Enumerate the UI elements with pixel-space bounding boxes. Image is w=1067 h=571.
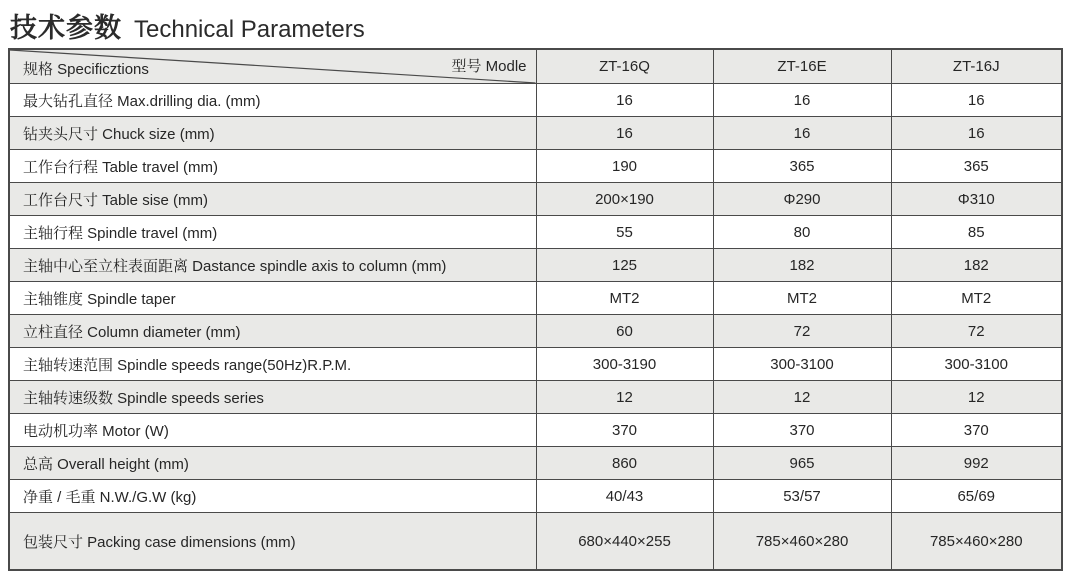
row-value: 365 [713, 150, 891, 183]
model-column-header-zt16q: ZT-16Q [536, 49, 713, 84]
row-value: 300-3190 [536, 348, 713, 381]
page-title-english: Technical Parameters [134, 16, 365, 43]
row-value: Φ290 [713, 183, 891, 216]
row-value: 785×460×280 [713, 513, 891, 571]
row-value: 53/57 [713, 480, 891, 513]
row-value: MT2 [713, 282, 891, 315]
row-label: 主轴中心至立柱表面距离 Dastance spindle axis to column (mm) [9, 249, 536, 282]
row-label: 工作台行程 Table travel (mm) [9, 150, 536, 183]
table-row-max-drilling-dia [9, 84, 1062, 117]
row-label: 最大钻孔直径 Max.drilling dia. (mm) [9, 84, 536, 117]
row-label: 立柱直径 Column diameter (mm) [9, 315, 536, 348]
row-value: 16 [713, 117, 891, 150]
row-value: 16 [891, 117, 1062, 150]
table-header-row [9, 49, 1062, 84]
table-row-chuck-size [9, 117, 1062, 150]
row-value: MT2 [891, 282, 1062, 315]
row-value: 125 [536, 249, 713, 282]
row-value: Φ310 [891, 183, 1062, 216]
row-label: 净重 / 毛重 N.W./G.W (kg) [9, 480, 536, 513]
row-label: 主轴转速级数 Spindle speeds series [9, 381, 536, 414]
row-value: 300-3100 [891, 348, 1062, 381]
row-label: 总高 Overall height (mm) [9, 447, 536, 480]
row-value: 200×190 [536, 183, 713, 216]
row-value: 992 [891, 447, 1062, 480]
table-row-spindle-speeds-series [9, 381, 1062, 414]
row-value: 365 [891, 150, 1062, 183]
row-label: 包装尺寸 Packing case dimensions (mm) [9, 513, 536, 571]
row-value: 60 [536, 315, 713, 348]
row-value: 16 [891, 84, 1062, 117]
row-value: 65/69 [891, 480, 1062, 513]
row-value: 16 [536, 84, 713, 117]
row-value: 965 [713, 447, 891, 480]
row-value: 182 [713, 249, 891, 282]
table-row-distance-spindle-to-column [9, 249, 1062, 282]
table-row-column-diameter [9, 315, 1062, 348]
row-value: 16 [713, 84, 891, 117]
row-value: 40/43 [536, 480, 713, 513]
row-value: 300-3100 [713, 348, 891, 381]
table-row-spindle-speeds-range [9, 348, 1062, 381]
row-value: 680×440×255 [536, 513, 713, 571]
table-row-table-travel [9, 150, 1062, 183]
row-value: 85 [891, 216, 1062, 249]
page-title [10, 6, 365, 45]
row-value: 72 [713, 315, 891, 348]
table-row-overall-height [9, 447, 1062, 480]
row-value: 16 [536, 117, 713, 150]
row-label: 主轴锥度 Spindle taper [9, 282, 536, 315]
model-column-header-zt16j: ZT-16J [891, 49, 1062, 84]
row-label: 主轴行程 Spindle travel (mm) [9, 216, 536, 249]
row-value: 190 [536, 150, 713, 183]
spec-model-header-cell [9, 49, 536, 84]
row-label: 钻夹头尺寸 Chuck size (mm) [9, 117, 536, 150]
row-value: 785×460×280 [891, 513, 1062, 571]
row-value: 12 [891, 381, 1062, 414]
row-value: 80 [713, 216, 891, 249]
table-row-spindle-travel [9, 216, 1062, 249]
row-value: 12 [713, 381, 891, 414]
table-row-net-gross-weight [9, 480, 1062, 513]
table-row-motor-power [9, 414, 1062, 447]
page-title-chinese: 技术参数 [10, 13, 122, 43]
table-row-spindle-taper [9, 282, 1062, 315]
row-value: 72 [891, 315, 1062, 348]
model-column-header-zt16e: ZT-16E [713, 49, 891, 84]
row-value: 182 [891, 249, 1062, 282]
technical-parameters-table [8, 48, 1063, 571]
row-value: 55 [536, 216, 713, 249]
row-value: 370 [713, 414, 891, 447]
table-row-packing-dimensions [9, 513, 1062, 571]
table-row-table-size [9, 183, 1062, 216]
row-label: 主轴转速范围 Spindle speeds range(50Hz)R.P.M. [9, 348, 536, 381]
row-value: 12 [536, 381, 713, 414]
row-value: MT2 [536, 282, 713, 315]
row-label: 工作台尺寸 Table sise (mm) [9, 183, 536, 216]
row-value: 370 [536, 414, 713, 447]
model-header-label: 型号 Modle [451, 58, 527, 75]
row-value: 860 [536, 447, 713, 480]
row-label: 电动机功率 Motor (W) [9, 414, 536, 447]
spec-header-label: 规格 Specificztions [23, 61, 149, 78]
row-value: 370 [891, 414, 1062, 447]
